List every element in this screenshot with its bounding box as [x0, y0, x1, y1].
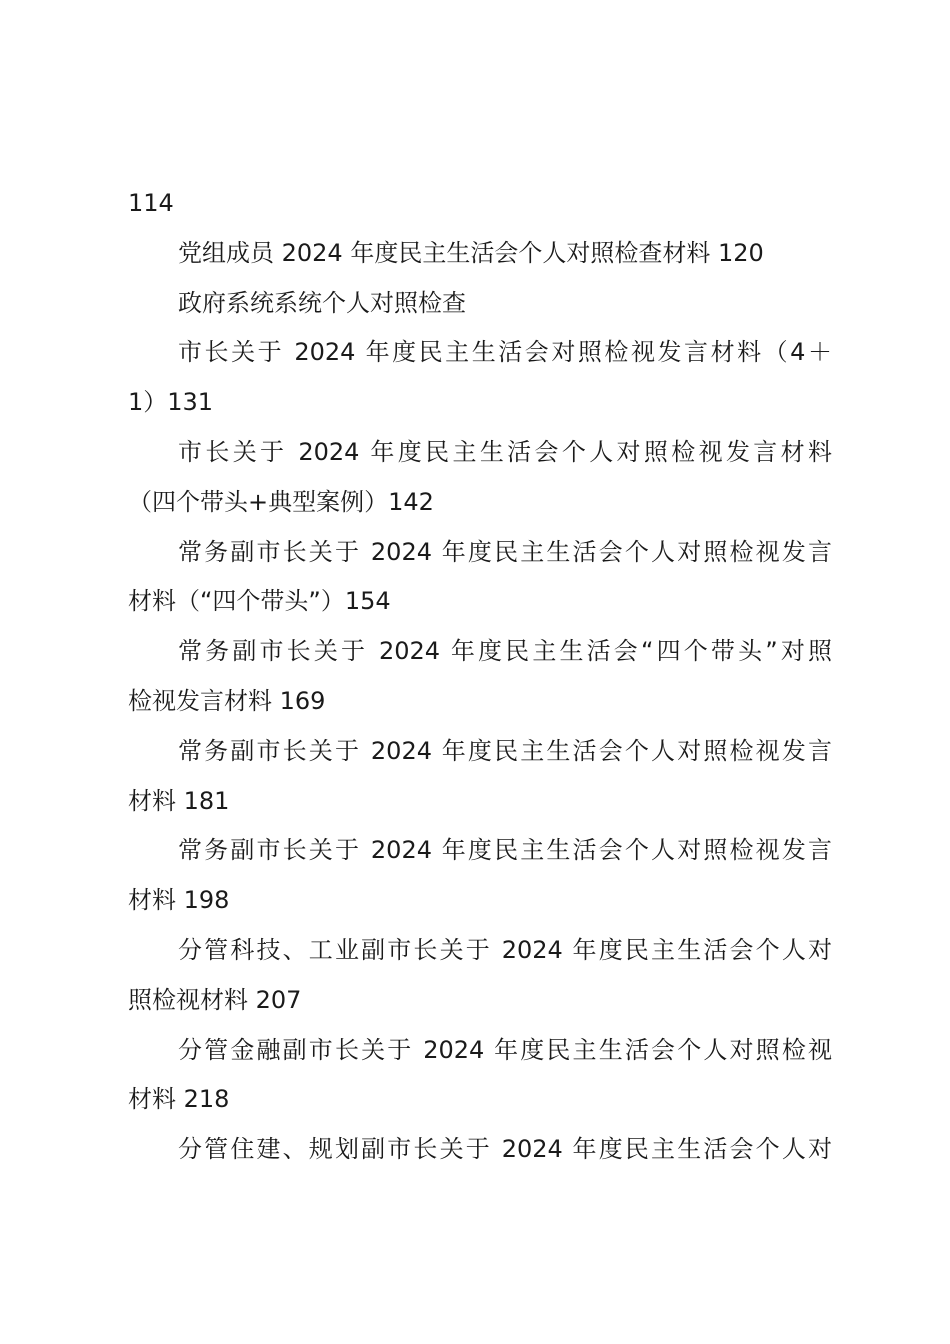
- toc-line-page-number: 114: [128, 189, 174, 217]
- toc-entry-mayor-1: 市长关于 2024 年度民主生活会对照检视发言材料（4＋: [178, 338, 832, 367]
- toc-entry-executive-vice-mayor-2-continued: 检视发言材料 169: [128, 686, 326, 715]
- toc-entry-finance-vice-mayor: 分管金融副市长关于 2024 年度民主生活会个人对照检视: [178, 1035, 832, 1064]
- toc-section-heading-government: 政府系统系统个人对照检查: [178, 288, 466, 317]
- toc-entry-finance-vice-mayor-continued: 材料 218: [128, 1085, 230, 1114]
- toc-entry-executive-vice-mayor-3-continued: 材料 181: [128, 786, 230, 815]
- toc-entry-executive-vice-mayor-4: 常务副市长关于 2024 年度民主生活会个人对照检视发言: [178, 836, 832, 865]
- toc-entry-housing-planning-vice-mayor: 分管住建、规划副市长关于 2024 年度民主生活会个人对: [178, 1135, 832, 1164]
- toc-entry-mayor-2: 市长关于 2024 年度民主生活会个人对照检视发言材料: [178, 437, 832, 466]
- toc-entry-executive-vice-mayor-4-continued: 材料 198: [128, 886, 230, 915]
- toc-content: [128, 179, 832, 1175]
- toc-entry-party-members: 党组成员 2024 年度民主生活会个人对照检查材料 120: [178, 238, 764, 267]
- toc-entry-tech-industry-vice-mayor: 分管科技、工业副市长关于 2024 年度民主生活会个人对: [178, 935, 832, 964]
- toc-entry-mayor-1-continued: 1）131: [128, 388, 214, 417]
- toc-entry-executive-vice-mayor-1: 常务副市长关于 2024 年度民主生活会个人对照检视发言: [178, 537, 832, 566]
- toc-entry-tech-industry-vice-mayor-continued: 照检视材料 207: [128, 985, 302, 1014]
- toc-entry-mayor-2-continued: （四个带头+典型案例）142: [128, 487, 434, 516]
- toc-entry-executive-vice-mayor-2: 常务副市长关于 2024 年度民主生活会“四个带头”对照: [178, 637, 832, 666]
- toc-entry-executive-vice-mayor-3: 常务副市长关于 2024 年度民主生活会个人对照检视发言: [178, 736, 832, 765]
- toc-entry-executive-vice-mayor-1-continued: 材料（“四个带头”）154: [128, 587, 391, 616]
